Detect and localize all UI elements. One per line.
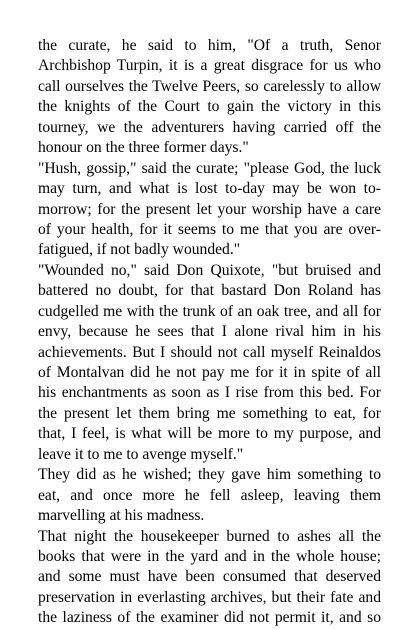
text-line: and some must have been consumed that deserved: [38, 568, 381, 586]
text-line: envy, because he sees that I alone rival him in his: [38, 323, 381, 341]
text-line: the present let them bring me something to eat, for: [38, 404, 381, 422]
text-line: "Wounded no," said Don Quixote, "but bruised and: [38, 261, 381, 279]
text-line: achievements. But I should not call myself Reinaldos: [38, 343, 381, 361]
text-line: honour on the three former days.": [38, 139, 249, 157]
text-line: cudgelled me with the trunk of an oak tree, and all for: [38, 302, 381, 320]
text-line: may turn, and what is lost to-day may be won to-: [38, 180, 381, 198]
text-line: of your health, for it seems to me that you are over-: [38, 220, 381, 238]
text-line: They did as he wished; they gave him something to: [38, 466, 381, 484]
page-text: [38, 36, 381, 629]
text-line: battered no doubt, for that bastard Don Roland has: [38, 282, 381, 300]
text-line: eat, and once more he fell asleep, leaving them: [38, 486, 381, 504]
text-line: of Montalvan did he not pay me for it in spite of all: [38, 364, 381, 381]
text-line: the curate, he said to him, "Of a truth, Senor: [38, 37, 381, 54]
text-line: the laziness of the examiner did not permit it, and so: [38, 609, 381, 627]
text-line: the knights of the Court to gain the victory in this: [38, 98, 381, 116]
text-line: fatigued, if not badly wounded.": [38, 241, 241, 259]
text-line: "Hush, gossip," said the curate; "please God, the luck: [38, 159, 381, 177]
text-line: tourney, we the adventurers having carried off the: [38, 118, 381, 136]
text-line: that, I feel, is what will be more to my purpose, and: [38, 425, 381, 443]
text-line: morrow; for the present let your worship have a care: [38, 200, 381, 218]
text-line: call ourselves the Twelve Peers, so carelessly to allow: [38, 77, 381, 95]
text-line: preservation in everlasting archives, but their fate and: [38, 588, 381, 606]
text-line: leave it to me to avenge myself.": [38, 445, 244, 463]
text-line: his enchantments as soon as I rise from this bed. For: [38, 384, 381, 402]
text-line: That night the housekeeper burned to ashes all the: [38, 527, 381, 545]
text-line: books that were in the yard and in the whole house;: [38, 547, 381, 565]
text-line: marvelling at his madness.: [38, 507, 205, 525]
text-line: Archbishop Turpin, it is a great disgrace for us who: [38, 57, 381, 75]
